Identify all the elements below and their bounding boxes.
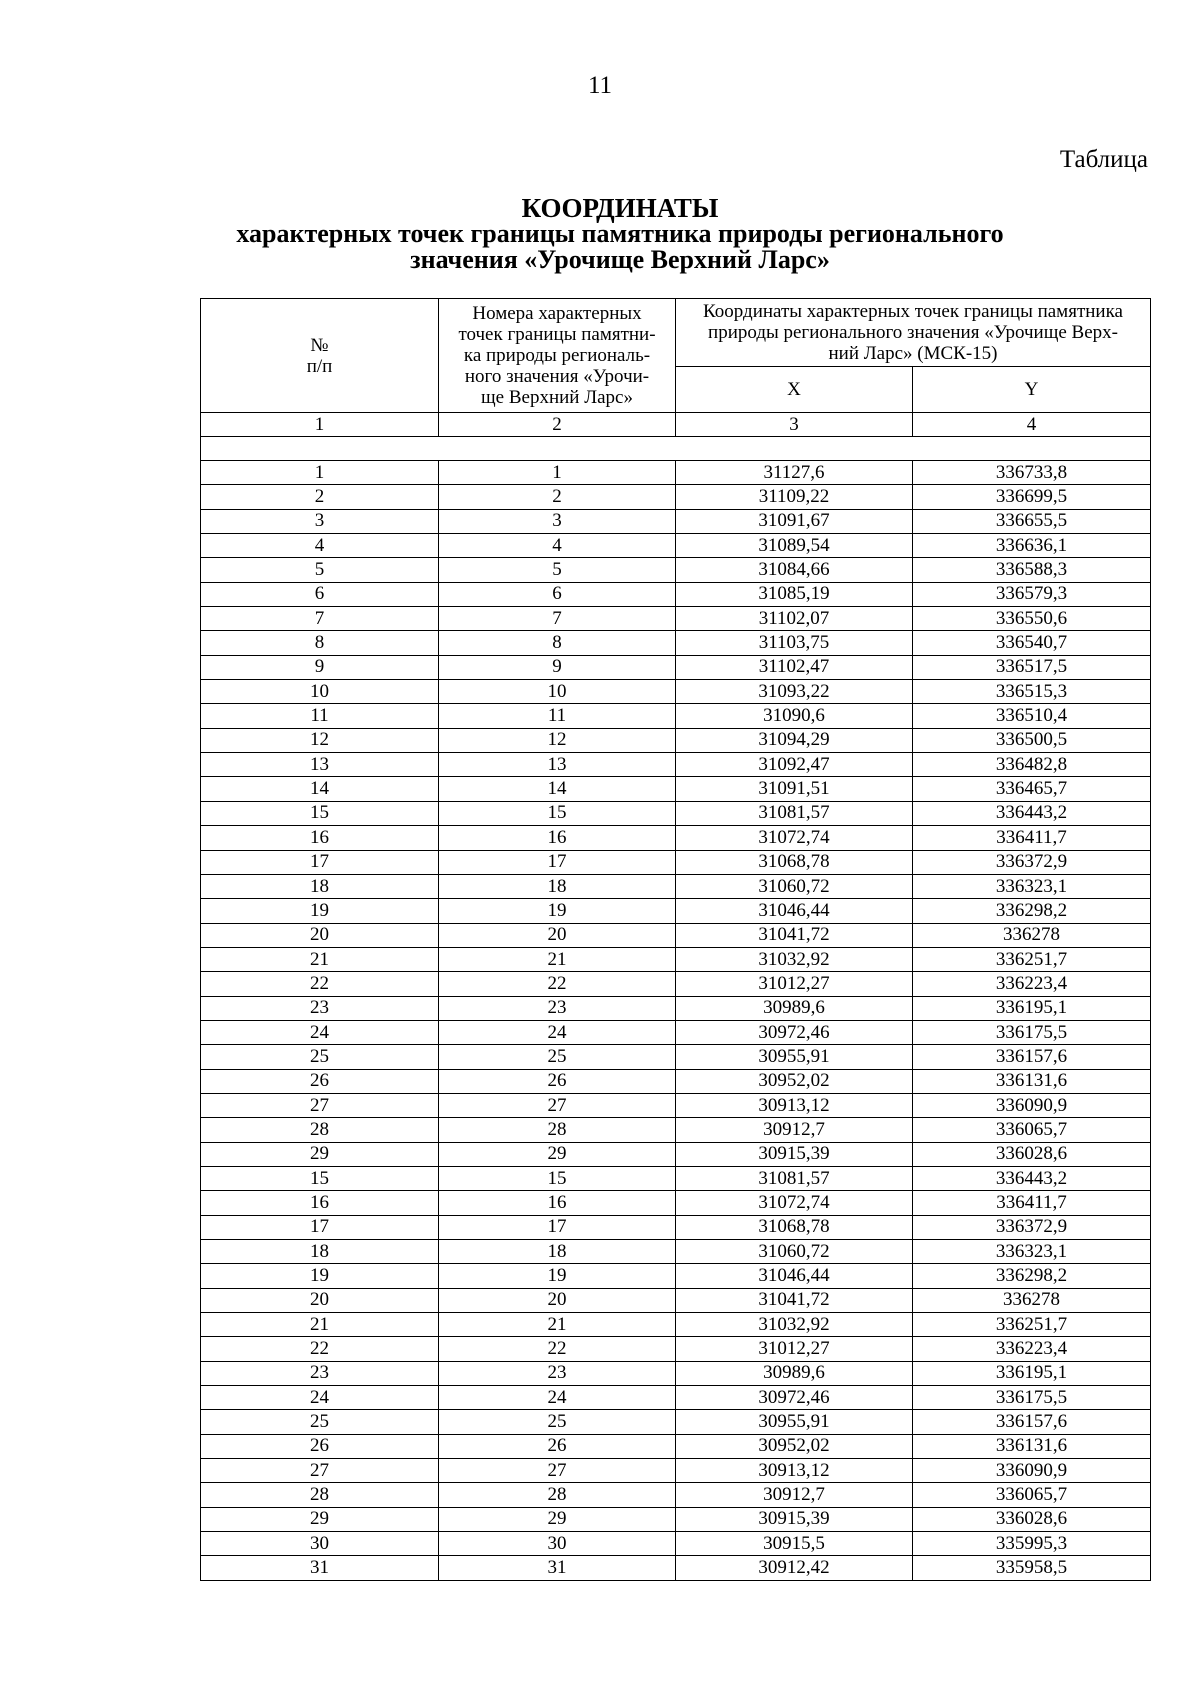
- cell-x: 30915,39: [676, 1507, 913, 1531]
- cell-row-number: 12: [201, 728, 439, 752]
- cell-point-number: 26: [439, 1069, 676, 1093]
- cell-point-number: 29: [439, 1142, 676, 1166]
- cell-row-number: 7: [201, 607, 439, 631]
- cell-y: 336482,8: [913, 753, 1151, 777]
- cell-y: 336298,2: [913, 1264, 1151, 1288]
- cell-point-number: 23: [439, 996, 676, 1020]
- cell-row-number: 10: [201, 680, 439, 704]
- cell-row-number: 23: [201, 1361, 439, 1385]
- title-line-2: значения «Урочище Верхний Ларс»: [410, 245, 830, 274]
- table-row: [201, 826, 1151, 850]
- title-line-1: характерных точек границы памятника природы регионального: [236, 219, 1004, 248]
- cell-point-number: 28: [439, 1483, 676, 1507]
- cell-row-number: 3: [201, 509, 439, 533]
- cell-x: 30912,42: [676, 1556, 913, 1580]
- cell-y: 336175,5: [913, 1020, 1151, 1044]
- cell-row-number: 6: [201, 582, 439, 606]
- cell-row-number: 18: [201, 1240, 439, 1264]
- cell-row-number: 20: [201, 923, 439, 947]
- cell-x: 30989,6: [676, 1361, 913, 1385]
- cell-y: 336131,6: [913, 1434, 1151, 1458]
- table-row: [201, 704, 1151, 728]
- cell-y: 336175,5: [913, 1386, 1151, 1410]
- cell-x: 31102,07: [676, 607, 913, 631]
- cell-y: 336251,7: [913, 1313, 1151, 1337]
- table-row: [201, 582, 1151, 606]
- cell-point-number: 23: [439, 1361, 676, 1385]
- cell-x: 30912,7: [676, 1118, 913, 1142]
- cell-row-number: 26: [201, 1069, 439, 1093]
- cell-y: 336278: [913, 923, 1151, 947]
- cell-point-number: 26: [439, 1434, 676, 1458]
- cell-row-number: 16: [201, 826, 439, 850]
- cell-row-number: 21: [201, 947, 439, 971]
- cell-y: 336550,6: [913, 607, 1151, 631]
- cell-point-number: 12: [439, 728, 676, 752]
- cell-row-number: 14: [201, 777, 439, 801]
- cell-y: 336298,2: [913, 899, 1151, 923]
- table-row: [201, 509, 1151, 533]
- cell-y: 336090,9: [913, 1459, 1151, 1483]
- cell-y: 336195,1: [913, 996, 1151, 1020]
- cell-point-number: 29: [439, 1507, 676, 1531]
- cell-y: 336733,8: [913, 461, 1151, 485]
- cell-y: 336065,7: [913, 1483, 1151, 1507]
- cell-point-number: 27: [439, 1459, 676, 1483]
- cell-point-number: 30: [439, 1532, 676, 1556]
- cell-x: 31068,78: [676, 850, 913, 874]
- cell-row-number: 29: [201, 1142, 439, 1166]
- cell-y: 336655,5: [913, 509, 1151, 533]
- table-row: [201, 1093, 1151, 1117]
- table-row: [201, 947, 1151, 971]
- table-row: [201, 655, 1151, 679]
- table-row: [201, 1556, 1151, 1580]
- cell-point-number: 22: [439, 972, 676, 996]
- cell-row-number: 5: [201, 558, 439, 582]
- cell-point-number: 20: [439, 923, 676, 947]
- table-row: [201, 1459, 1151, 1483]
- header-y: Y: [913, 367, 1151, 413]
- cell-x: 30913,12: [676, 1459, 913, 1483]
- cell-row-number: 19: [201, 1264, 439, 1288]
- table-row: [201, 1142, 1151, 1166]
- table-row: [201, 1313, 1151, 1337]
- cell-y: 336540,7: [913, 631, 1151, 655]
- cell-point-number: 5: [439, 558, 676, 582]
- table-row: [201, 1020, 1151, 1044]
- cell-x: 31103,75: [676, 631, 913, 655]
- cell-row-number: 29: [201, 1507, 439, 1531]
- cell-x: 31092,47: [676, 753, 913, 777]
- cell-x: 31012,27: [676, 972, 913, 996]
- table-row: [201, 1434, 1151, 1458]
- cell-y: 336411,7: [913, 826, 1151, 850]
- column-number: 4: [913, 413, 1151, 437]
- cell-point-number: 28: [439, 1118, 676, 1142]
- cell-point-number: 21: [439, 1313, 676, 1337]
- table-row: [201, 1166, 1151, 1190]
- cell-y: 336223,4: [913, 972, 1151, 996]
- table-row: [201, 1264, 1151, 1288]
- cell-point-number: 21: [439, 947, 676, 971]
- table-body: [201, 461, 1151, 1581]
- cell-y: 336278: [913, 1288, 1151, 1312]
- cell-x: 30989,6: [676, 996, 913, 1020]
- table-row: [201, 972, 1151, 996]
- cell-row-number: 11: [201, 704, 439, 728]
- table-row: [201, 850, 1151, 874]
- cell-point-number: 10: [439, 680, 676, 704]
- table-row: [201, 680, 1151, 704]
- cell-y: 336510,4: [913, 704, 1151, 728]
- table-row: [201, 899, 1151, 923]
- cell-row-number: 15: [201, 801, 439, 825]
- table-row: [201, 1118, 1151, 1142]
- cell-point-number: 24: [439, 1386, 676, 1410]
- cell-row-number: 9: [201, 655, 439, 679]
- cell-x: 30912,7: [676, 1483, 913, 1507]
- header-point-number: Номера характерных точек границы памятни- ка природы региональ- ного значения «Урочи- ще Верхний Ларс»: [439, 299, 676, 413]
- cell-x: 31090,6: [676, 704, 913, 728]
- cell-x: 31093,22: [676, 680, 913, 704]
- table-row: [201, 1215, 1151, 1239]
- cell-y: 336443,2: [913, 801, 1151, 825]
- column-number: 3: [676, 413, 913, 437]
- cell-row-number: 22: [201, 972, 439, 996]
- cell-x: 31089,54: [676, 534, 913, 558]
- cell-point-number: 2: [439, 485, 676, 509]
- cell-x: 31072,74: [676, 1191, 913, 1215]
- cell-point-number: 9: [439, 655, 676, 679]
- cell-y: 336579,3: [913, 582, 1151, 606]
- cell-y: 336157,6: [913, 1410, 1151, 1434]
- cell-row-number: 13: [201, 753, 439, 777]
- cell-y: 336699,5: [913, 485, 1151, 509]
- cell-point-number: 24: [439, 1020, 676, 1044]
- cell-x: 31072,74: [676, 826, 913, 850]
- table-row: [201, 461, 1151, 485]
- cell-point-number: 25: [439, 1045, 676, 1069]
- cell-row-number: 18: [201, 874, 439, 898]
- cell-row-number: 25: [201, 1410, 439, 1434]
- cell-x: 31041,72: [676, 1288, 913, 1312]
- cell-row-number: 28: [201, 1118, 439, 1142]
- cell-point-number: 13: [439, 753, 676, 777]
- cell-x: 30915,39: [676, 1142, 913, 1166]
- cell-point-number: 20: [439, 1288, 676, 1312]
- cell-y: 336028,6: [913, 1142, 1151, 1166]
- table-row: [201, 1337, 1151, 1361]
- cell-x: 31091,67: [676, 509, 913, 533]
- cell-x: 30955,91: [676, 1410, 913, 1434]
- column-number-row: [201, 413, 1151, 437]
- cell-row-number: 21: [201, 1313, 439, 1337]
- table-label: Таблица: [1059, 146, 1148, 173]
- cell-x: 31102,47: [676, 655, 913, 679]
- cell-x: 31032,92: [676, 947, 913, 971]
- cell-x: 31060,72: [676, 874, 913, 898]
- cell-x: 31094,29: [676, 728, 913, 752]
- cell-point-number: 17: [439, 1215, 676, 1239]
- cell-y: 336195,1: [913, 1361, 1151, 1385]
- cell-row-number: 23: [201, 996, 439, 1020]
- cell-y: 336372,9: [913, 850, 1151, 874]
- cell-x: 31012,27: [676, 1337, 913, 1361]
- cell-x: 30915,5: [676, 1532, 913, 1556]
- cell-row-number: 15: [201, 1166, 439, 1190]
- table-row: [201, 1386, 1151, 1410]
- cell-point-number: 19: [439, 1264, 676, 1288]
- cell-y: 336500,5: [913, 728, 1151, 752]
- table-row: [201, 558, 1151, 582]
- cell-row-number: 30: [201, 1532, 439, 1556]
- table-row: [201, 485, 1151, 509]
- header-coordinates-group: Координаты характерных точек границы памятника природы регионального значения «Урочище Верх- ний Ларс» (МСК-15): [676, 299, 1151, 367]
- cell-row-number: 31: [201, 1556, 439, 1580]
- cell-y: 336223,4: [913, 1337, 1151, 1361]
- cell-point-number: 31: [439, 1556, 676, 1580]
- table-row: [201, 1288, 1151, 1312]
- cell-row-number: 26: [201, 1434, 439, 1458]
- table-row: [201, 534, 1151, 558]
- cell-row-number: 27: [201, 1459, 439, 1483]
- table-row: [201, 753, 1151, 777]
- cell-point-number: 16: [439, 1191, 676, 1215]
- cell-row-number: 17: [201, 850, 439, 874]
- cell-y: 335958,5: [913, 1556, 1151, 1580]
- cell-x: 30955,91: [676, 1045, 913, 1069]
- table-row: [201, 1069, 1151, 1093]
- cell-x: 31046,44: [676, 1264, 913, 1288]
- cell-y: 335995,3: [913, 1532, 1151, 1556]
- cell-point-number: 19: [439, 899, 676, 923]
- cell-y: 336157,6: [913, 1045, 1151, 1069]
- table-row: [201, 874, 1151, 898]
- cell-point-number: 6: [439, 582, 676, 606]
- cell-x: 30952,02: [676, 1434, 913, 1458]
- cell-row-number: 22: [201, 1337, 439, 1361]
- cell-x: 31127,6: [676, 461, 913, 485]
- cell-x: 31032,92: [676, 1313, 913, 1337]
- cell-point-number: 18: [439, 1240, 676, 1264]
- cell-x: 31081,57: [676, 1166, 913, 1190]
- page-number: 11: [587, 72, 613, 99]
- coordinates-table: [200, 298, 1151, 1581]
- table-row: [201, 607, 1151, 631]
- cell-point-number: 7: [439, 607, 676, 631]
- cell-y: 336411,7: [913, 1191, 1151, 1215]
- table-row: [201, 1410, 1151, 1434]
- cell-row-number: 24: [201, 1020, 439, 1044]
- cell-y: 336323,1: [913, 874, 1151, 898]
- table-row: [201, 1045, 1151, 1069]
- cell-row-number: 25: [201, 1045, 439, 1069]
- cell-y: 336065,7: [913, 1118, 1151, 1142]
- cell-point-number: 14: [439, 777, 676, 801]
- cell-x: 31068,78: [676, 1215, 913, 1239]
- cell-point-number: 16: [439, 826, 676, 850]
- column-number: 2: [439, 413, 676, 437]
- cell-point-number: 18: [439, 874, 676, 898]
- title-main: КООРДИНАТЫ: [521, 193, 719, 223]
- cell-row-number: 8: [201, 631, 439, 655]
- cell-y: 336515,3: [913, 680, 1151, 704]
- cell-point-number: 4: [439, 534, 676, 558]
- header-x: X: [676, 367, 913, 413]
- table-row: [201, 1483, 1151, 1507]
- document-title: [0, 195, 1200, 273]
- cell-point-number: 27: [439, 1093, 676, 1117]
- cell-y: 336636,1: [913, 534, 1151, 558]
- cell-row-number: 4: [201, 534, 439, 558]
- cell-row-number: 2: [201, 485, 439, 509]
- table-row: [201, 777, 1151, 801]
- cell-y: 336372,9: [913, 1215, 1151, 1239]
- cell-x: 31084,66: [676, 558, 913, 582]
- cell-x: 30972,46: [676, 1386, 913, 1410]
- cell-point-number: 3: [439, 509, 676, 533]
- cell-row-number: 1: [201, 461, 439, 485]
- table-row: [201, 1361, 1151, 1385]
- table-row: [201, 1191, 1151, 1215]
- table-row: [201, 801, 1151, 825]
- cell-y: 336323,1: [913, 1240, 1151, 1264]
- cell-row-number: 17: [201, 1215, 439, 1239]
- table-row: [201, 923, 1151, 947]
- table-row: [201, 996, 1151, 1020]
- cell-x: 30952,02: [676, 1069, 913, 1093]
- table-row: [201, 1532, 1151, 1556]
- cell-y: 336443,2: [913, 1166, 1151, 1190]
- cell-x: 31085,19: [676, 582, 913, 606]
- cell-y: 336028,6: [913, 1507, 1151, 1531]
- cell-x: 31109,22: [676, 485, 913, 509]
- cell-row-number: 27: [201, 1093, 439, 1117]
- header-row-number: № п/п: [201, 299, 439, 413]
- cell-x: 30913,12: [676, 1093, 913, 1117]
- cell-point-number: 8: [439, 631, 676, 655]
- cell-y: 336588,3: [913, 558, 1151, 582]
- cell-y: 336517,5: [913, 655, 1151, 679]
- cell-x: 31091,51: [676, 777, 913, 801]
- cell-y: 336131,6: [913, 1069, 1151, 1093]
- cell-row-number: 20: [201, 1288, 439, 1312]
- cell-x: 31046,44: [676, 899, 913, 923]
- cell-row-number: 24: [201, 1386, 439, 1410]
- table-row: [201, 1507, 1151, 1531]
- spacer-cell: [201, 437, 1151, 461]
- cell-point-number: 25: [439, 1410, 676, 1434]
- cell-row-number: 16: [201, 1191, 439, 1215]
- table-row: [201, 728, 1151, 752]
- table-row: [201, 631, 1151, 655]
- cell-y: 336465,7: [913, 777, 1151, 801]
- cell-point-number: 11: [439, 704, 676, 728]
- spacer-row: [201, 437, 1151, 461]
- cell-point-number: 15: [439, 1166, 676, 1190]
- cell-point-number: 22: [439, 1337, 676, 1361]
- cell-row-number: 19: [201, 899, 439, 923]
- cell-y: 336090,9: [913, 1093, 1151, 1117]
- cell-point-number: 1: [439, 461, 676, 485]
- cell-point-number: 15: [439, 801, 676, 825]
- cell-x: 30972,46: [676, 1020, 913, 1044]
- cell-x: 31041,72: [676, 923, 913, 947]
- table-row: [201, 1240, 1151, 1264]
- cell-x: 31081,57: [676, 801, 913, 825]
- column-number: 1: [201, 413, 439, 437]
- cell-x: 31060,72: [676, 1240, 913, 1264]
- cell-row-number: 28: [201, 1483, 439, 1507]
- cell-point-number: 17: [439, 850, 676, 874]
- cell-y: 336251,7: [913, 947, 1151, 971]
